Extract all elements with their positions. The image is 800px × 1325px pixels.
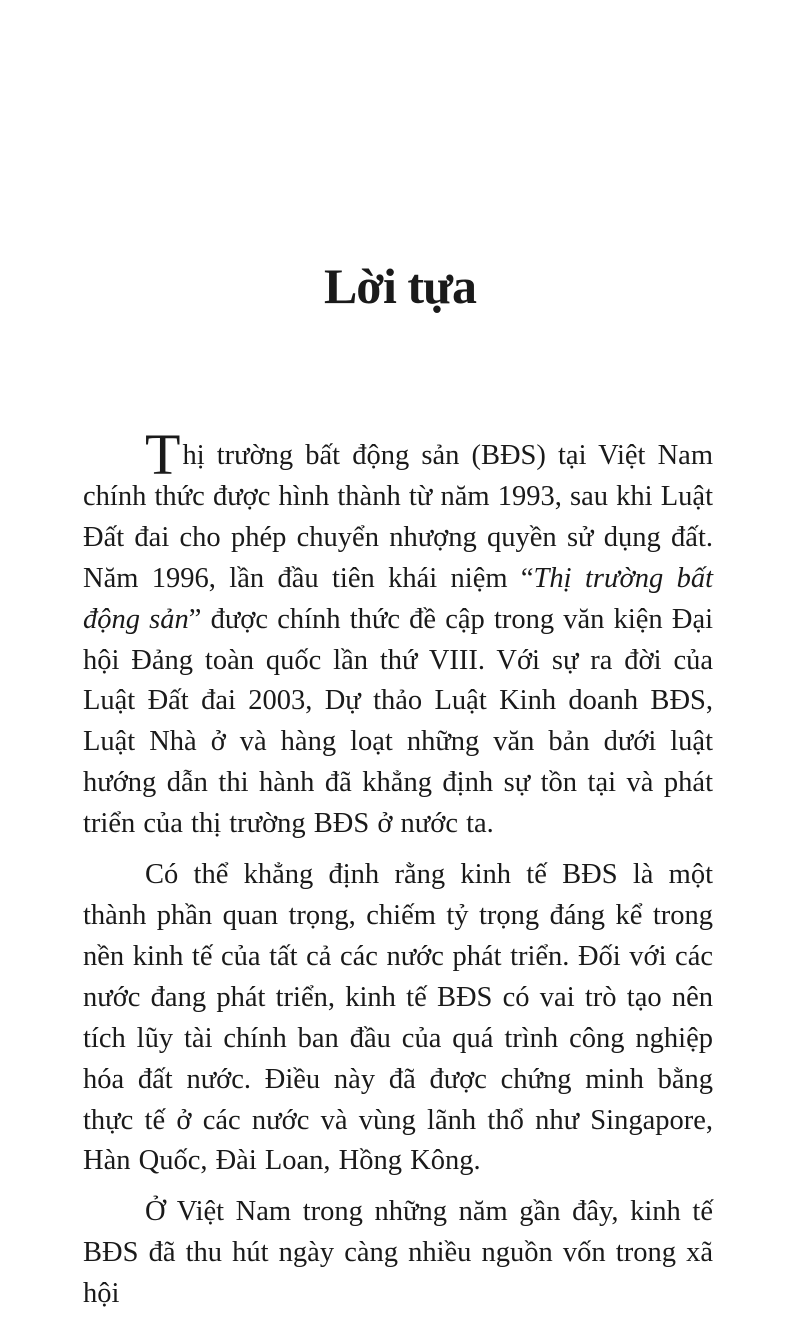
paragraph-3: Ở Việt Nam trong những năm gần đây, kinh tế BĐS đã thu hút ngày càng nhiều nguồn vốn trong xã hội: [83, 1196, 713, 1310]
chapter-title: Lời tựa: [323, 258, 477, 314]
paragraph-2: Có thể khẳng định rằng kinh tế BĐS là một thành phần quan trọng, chiếm tỷ trọng đáng kể trong nền kinh tế của tất cả các nước phát triển. Đối với các nước đang phát triển, kinh tế BĐS có vai trò tạo nên tích lũy tài chính ban đầu của quá trình công nghiệp hóa đất nước. Điều này đã được chứng minh bằng thực tế ở các nước và vùng lãnh thổ như Singapore, Hàn Quốc, Đài Loan, Hồng Kông.: [83, 859, 713, 1177]
paragraph-1-text-a: hị trường bất động sản (BĐS) tại Việt Nam chính thức được hình thành từ năm 1993, sau khi Luật Đất đai cho phép chuyển nhượng quyền sử dụng đất. Năm 1996, lần đầu tiên khái niệm “: [83, 440, 713, 594]
paragraph-1-italic-term: Thị trường bất động sản: [83, 562, 713, 635]
paragraph-1: [83, 422, 714, 845]
paragraph-1-text-b: ” được chính thức đề cập trong văn kiện Đại hội Đảng toàn quốc lần thứ VIII. Với sự ra đời của Luật Đất đai 2003, Dự thảo Luật Kinh doanh BĐS, Luật Nhà ở và hàng loạt những văn bản dưới luật hướng dẫn thi hành đã khẳng định sự tồn tại và phát triển của thị trường BĐS ở nước ta.: [83, 603, 714, 840]
body-text: [83, 422, 714, 1325]
drop-cap: T: [145, 422, 181, 487]
